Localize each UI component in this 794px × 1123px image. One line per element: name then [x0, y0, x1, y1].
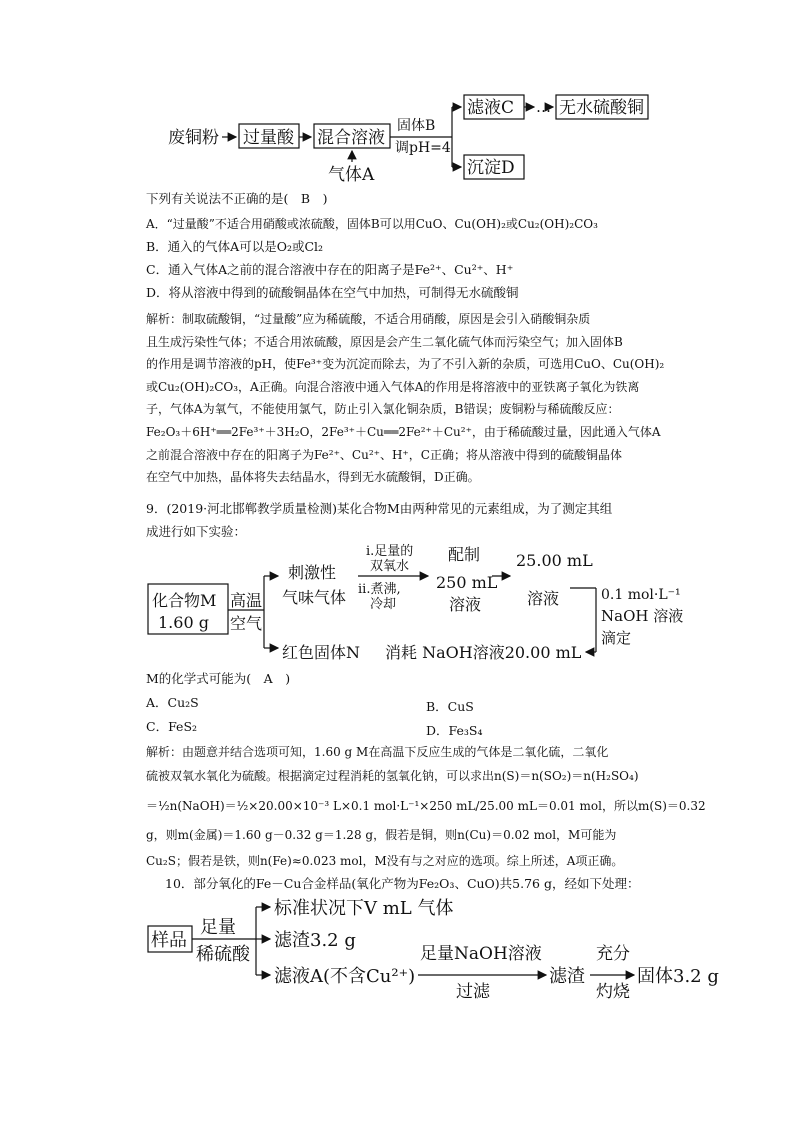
burn-bottom-label: 灼烧 [596, 982, 630, 1002]
precipitate-d-label: 沉淀D [467, 158, 515, 178]
sample-label: 样品 [151, 930, 187, 951]
red-solid-n: 红色固体N [282, 643, 361, 662]
q9-analysis-3: g，则m(金属)＝1.60 g－0.32 g＝1.28 g，假若是铜，则n(Cu)＝0.02 mol，M可能为 Cu₂S；假若是铁，则n(Fe)≈0.023 mol，M没有与之对应的选项。综上所述，A项正确。 [146, 828, 624, 868]
mixed-solution-label: 混合溶液 [317, 128, 385, 148]
flow-diagram-fe-cu-alloy [0, 893, 794, 1003]
step-1d: 冷却 [370, 597, 397, 612]
flow-diagram-copper-sulfate [0, 0, 794, 200]
gas-a-label: 气体A [328, 165, 375, 185]
naoh-consumed: 消耗 NaOH溶液20.00 mL [385, 643, 582, 662]
acid-bottom-label: 稀硫酸 [196, 944, 250, 965]
solid-b-label: 固体B [397, 118, 436, 134]
titration-conc: 0.1 mol·L⁻¹ [601, 587, 681, 603]
q8-analysis: 解析：制取硫酸铜，“过量酸”应为稀硫酸，不适合用硝酸，原因是会引入硝酸铜杂质 且生成污染性气体；不适合用浓硫酸，原因是会产生二氧化硫气体而污染空气；加入固体B 的作用是调节溶液的pH，使Fe³⁺变为沉淀而除去，为了不引入新的杂质，可选用CuO、Cu(OH)₂ 或Cu₂(OH)₂CO₃，A正确。向混合溶液中通入气体A的作用是将溶液中的亚铁离子氧化为铁离 子，气体A为氧气，不能使用氯气，防止引入氯化铜杂质，B错误；废铜粉与稀硫酸反应： Fe₂O₃＋6H⁺══2Fe³⁺＋3H₂O，2Fe³⁺＋Cu══2Fe²⁺＋Cu²⁺，由于稀硫酸过量，因此通入气体A 之前混合溶液中存在的阳离子为Fe²⁺、Cu²⁺、H⁺，C正确；将从溶液中得到的硫酸铜晶体 在空气中加热，晶体将失去结晶水，得到无水硫酸铜，D正确。 [146, 312, 665, 485]
q9-option-d: D．Fe₃S₄ [426, 723, 483, 738]
solution-2: 溶液 [527, 589, 560, 608]
titration-label: 滴定 [601, 629, 632, 647]
condition-high-temp: 高温 [230, 591, 263, 610]
q8-option-a: A．“过量酸”不适合用硝酸或浓硫酸，固体B可以用CuO、Cu(OH)₂或Cu₂(OH)₂CO₃ [146, 217, 598, 231]
start-material: 废铜粉 [168, 128, 219, 148]
compound-m-label: 化合物M [152, 591, 217, 610]
q8-stem: 下列有关说法不正确的是( B ) [146, 191, 328, 206]
q9-ask: M的化学式可能为( A ) [146, 671, 291, 686]
residue-product: 滤渣3.2 g [274, 930, 356, 951]
volume-250: 250 mL [436, 573, 498, 592]
q10-stem: 10．部分氧化的Fe－Cu合金样品(氧化产物为Fe₂O₃、CuO)共5.76 g，经如下处理： [165, 876, 640, 891]
q9-option-b: B．CuS [426, 699, 474, 714]
step-1c: ii.煮沸, [358, 582, 401, 597]
ph-label: 调pH=4 [395, 140, 451, 156]
residue-2: 滤渣 [549, 966, 585, 987]
q8-option-b: B．通入的气体A可以是O₂或Cl₂ [146, 239, 324, 254]
q9-analysis-2: ＝½n(NaOH)＝½×20.00×10⁻³ L×0.1 mol·L⁻¹×250 mL/25.00 mL＝0.01 mol，所以m(S)＝0.32 [146, 799, 706, 813]
filtrate-c-label: 滤液C [467, 98, 515, 118]
solution-1: 溶液 [449, 595, 482, 614]
q9-option-c: C．FeS₂ [146, 719, 198, 734]
titration-reagent: NaOH 溶液 [601, 607, 684, 625]
q8-option-c: C．通入气体A之前的混合溶液中存在的阳离子是Fe²⁺、Cu²⁺、H⁺ [146, 262, 514, 277]
gas-label-2: 气味气体 [282, 588, 347, 607]
q9-stem: 9．(2019·河北邯郸教学质量检测)某化合物M由两种常见的元素组成，为了测定其组 成进行如下实验： [146, 501, 613, 539]
gas-label-1: 刺激性 [288, 563, 337, 582]
acid-top-label: 足量 [200, 917, 236, 938]
filtrate-a: 滤液A(不含Cu²⁺) [274, 966, 416, 987]
final-solid: 固体3.2 g [637, 966, 719, 987]
gas-product: 标准状况下V mL 气体 [274, 898, 454, 919]
condition-air: 空气 [230, 614, 263, 633]
prepare-label: 配制 [448, 545, 481, 564]
q9-analysis-1: 解析：由题意并结合选项可知，1.60 g M在高温下反应生成的气体是二氧化硫，二氧化 硫被双氧水氧化为硫酸。根据滴定过程消耗的氢氧化钠，可以求出n(S)＝n(SO₂)＝n(H₂SO₄) [146, 745, 639, 783]
naoh-label: 足量NaOH溶液 [420, 944, 542, 964]
q8-option-d: D．将从溶液中得到的硫酸铜晶体在空气中加热，可制得无水硫酸铜 [146, 285, 519, 300]
q9-option-a: A．Cu₂S [146, 695, 199, 710]
burn-top-label: 充分 [596, 944, 630, 964]
flow-diagram-compound-m [0, 528, 794, 668]
product-label: 无水硫酸铜 [559, 98, 644, 118]
compound-m-mass: 1.60 g [158, 613, 209, 632]
acid-box-label: 过量酸 [243, 128, 294, 148]
step-1b: 双氧水 [370, 559, 410, 574]
step-1a: i.足量的 [366, 544, 414, 559]
filter-label: 过滤 [456, 982, 490, 1002]
volume-25: 25.00 mL [516, 551, 593, 570]
dots: … [536, 98, 551, 116]
